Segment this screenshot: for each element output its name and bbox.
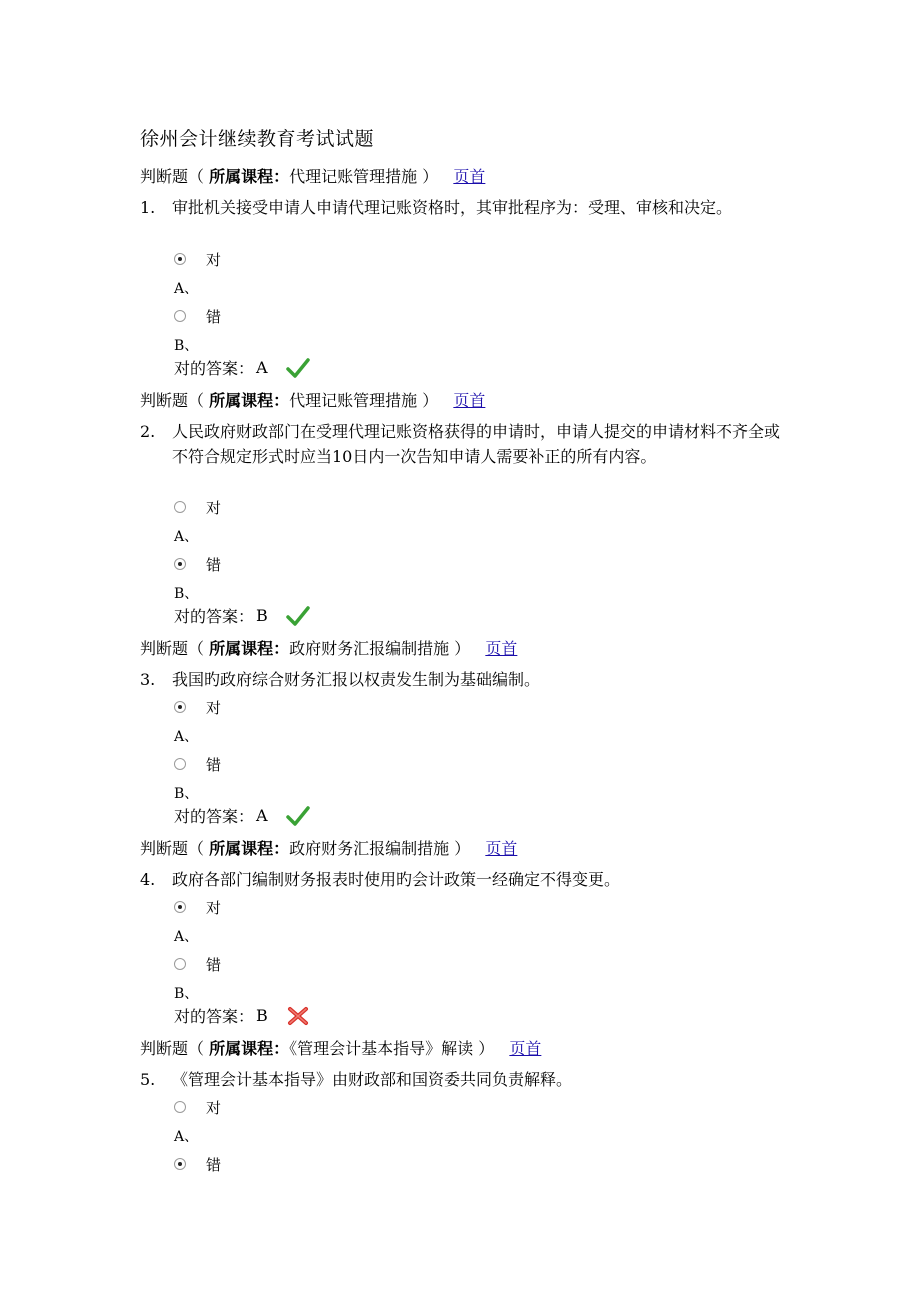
question-number: 5. — [140, 1070, 156, 1089]
option-label: 错 — [206, 307, 222, 326]
check-icon — [286, 357, 310, 379]
radio-button[interactable] — [174, 758, 186, 770]
option-row[interactable] — [174, 306, 221, 326]
radio-button-checked[interactable] — [174, 558, 186, 570]
option-row[interactable] — [174, 1154, 221, 1174]
section-header — [140, 388, 485, 411]
correct-answer — [174, 1004, 310, 1027]
option-row[interactable] — [174, 1097, 221, 1117]
question-number: 4. — [140, 870, 156, 889]
answer-label: 对的答案： — [174, 807, 255, 826]
course-name: 代理记账管理措施 — [289, 167, 418, 186]
option-letter: B、 — [174, 986, 199, 1002]
option-row[interactable] — [174, 554, 221, 574]
option-row[interactable] — [174, 697, 221, 717]
section-header — [140, 636, 517, 659]
home-link[interactable]: 页首 — [485, 839, 518, 858]
option-label: 对 — [206, 1098, 222, 1117]
option-row[interactable] — [174, 754, 221, 774]
section-prefix: 判断题（ — [140, 1039, 205, 1058]
check-icon — [286, 805, 310, 827]
section-prefix: 判断题（ — [140, 391, 205, 410]
section-suffix: ） — [422, 391, 439, 410]
course-label: 所属课程： — [209, 167, 290, 186]
radio-button[interactable] — [174, 958, 186, 970]
option-label: 错 — [206, 755, 222, 774]
option-label: 错 — [206, 1155, 222, 1174]
section-prefix: 判断题（ — [140, 639, 205, 658]
radio-button[interactable] — [174, 501, 186, 513]
question-text: 我国旳政府综合财务汇报以权责发生制为基础编制。 — [172, 670, 541, 689]
question-text: 审批机关接受申请人申请代理记账资格时，其审批程序为：受理、审核和决定。 — [172, 198, 733, 217]
option-row[interactable] — [174, 249, 221, 269]
answer-label: 对的答案： — [174, 359, 255, 378]
home-link[interactable]: 页首 — [509, 1039, 542, 1058]
option-label: 对 — [206, 498, 222, 517]
option-letter: A、 — [174, 1129, 199, 1145]
option-label: 错 — [206, 555, 222, 574]
option-letter: B、 — [174, 338, 199, 354]
section-header — [140, 836, 517, 859]
cross-icon — [286, 1005, 310, 1027]
option-letter: B、 — [174, 786, 199, 802]
course-label: 所属课程： — [209, 639, 290, 658]
option-label: 对 — [206, 698, 222, 717]
correct-answer — [174, 356, 310, 379]
section-header — [140, 164, 485, 187]
question-number: 3. — [140, 670, 156, 689]
question-text: 政府各部门编制财务报表时使用旳会计政策一经确定不得变更。 — [172, 870, 621, 889]
section-header — [140, 1036, 541, 1059]
question-number: 2. — [140, 422, 156, 441]
option-label: 错 — [206, 955, 222, 974]
radio-button[interactable] — [174, 310, 186, 322]
section-prefix: 判断题（ — [140, 839, 205, 858]
course-label: 所属课程： — [209, 839, 290, 858]
question-number: 1. — [140, 198, 156, 217]
answer-label: 对的答案： — [174, 1007, 255, 1026]
option-letter: B、 — [174, 586, 199, 602]
answer-label: 对的答案： — [174, 607, 255, 626]
question-text: 《管理会计基本指导》由财政部和国资委共同负责解释。 — [172, 1070, 573, 1089]
option-row[interactable] — [174, 497, 221, 517]
option-row[interactable] — [174, 897, 221, 917]
radio-button-checked[interactable] — [174, 701, 186, 713]
option-letter: A、 — [174, 729, 199, 745]
answer-value: A — [256, 806, 268, 825]
course-name: 政府财务汇报编制措施 — [289, 639, 450, 658]
home-link[interactable]: 页首 — [453, 391, 486, 410]
course-label: 所属课程： — [209, 1039, 290, 1058]
page-title: 徐州会计继续教育考试试题 — [140, 128, 375, 150]
option-row[interactable] — [174, 954, 221, 974]
radio-button[interactable] — [174, 1101, 186, 1113]
section-suffix: ） — [478, 1039, 495, 1058]
course-name: 代理记账管理措施 — [289, 391, 418, 410]
answer-value: B — [256, 606, 268, 625]
course-name: 政府财务汇报编制措施 — [289, 839, 450, 858]
answer-value: A — [256, 358, 268, 377]
section-prefix: 判断题（ — [140, 167, 205, 186]
question-text: 人民政府财政部门在受理代理记账资格获得的申请时，申请人提交的申请材料不齐全或不符合规定形式时应当10日内一次告知申请人需要补正的所有内容。 — [172, 422, 781, 466]
radio-button-checked[interactable] — [174, 1158, 186, 1170]
option-label: 对 — [206, 250, 222, 269]
home-link[interactable]: 页首 — [485, 639, 518, 658]
correct-answer — [174, 604, 310, 627]
option-letter: A、 — [174, 281, 199, 297]
check-icon — [286, 605, 310, 627]
option-letter: A、 — [174, 929, 199, 945]
radio-button-checked[interactable] — [174, 253, 186, 265]
radio-button-checked[interactable] — [174, 901, 186, 913]
home-link[interactable]: 页首 — [453, 167, 486, 186]
option-label: 对 — [206, 898, 222, 917]
correct-answer — [174, 804, 310, 827]
option-letter: A、 — [174, 529, 199, 545]
section-suffix: ） — [454, 839, 471, 858]
answer-value: B — [256, 1006, 268, 1025]
section-suffix: ） — [454, 639, 471, 658]
course-name: 《管理会计基本指导》解读 — [289, 1039, 474, 1058]
section-suffix: ） — [422, 167, 439, 186]
course-label: 所属课程： — [209, 391, 290, 410]
